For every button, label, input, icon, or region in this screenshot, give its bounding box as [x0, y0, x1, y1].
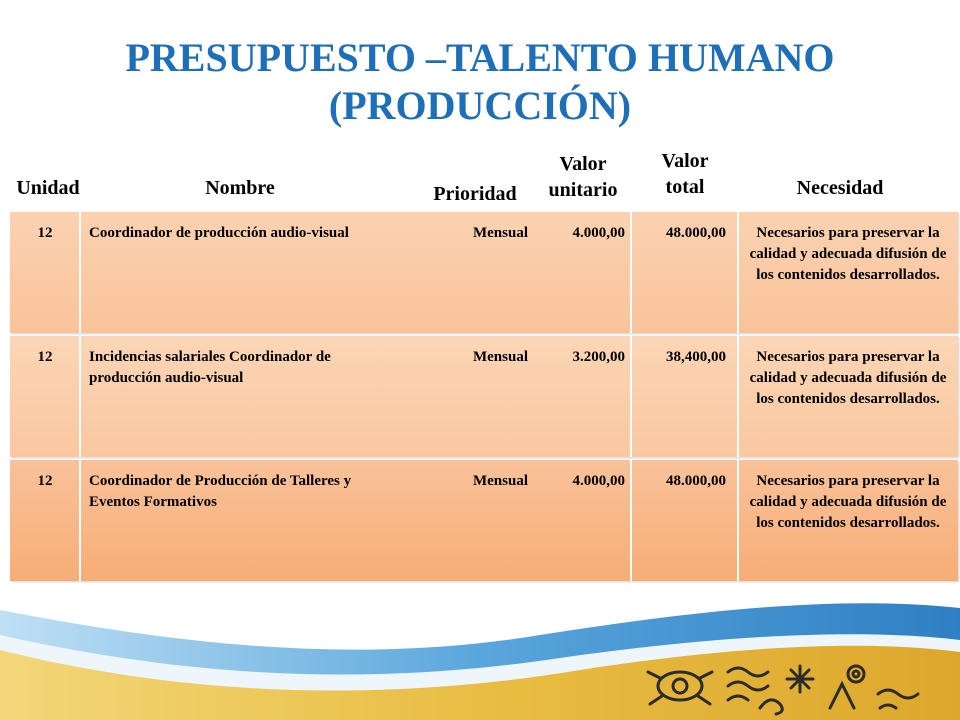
column-divider [737, 336, 739, 457]
cell-necesidad: Necesarios para preservar la calidad y adecuada difusión de los contenidos desarrollados. [749, 225, 947, 283]
cell-prioridad: Mensual [472, 225, 528, 241]
budget-table [10, 212, 958, 580]
header-valor-total-line2: total [665, 176, 705, 198]
column-divider [737, 460, 739, 581]
cell-valor-unitario: 4.000,00 [572, 473, 625, 489]
column-divider [737, 212, 739, 333]
cell-valor-total: 38,400,00 [666, 349, 726, 365]
cell-valor-unitario: 4.000,00 [572, 225, 625, 241]
table-row [10, 336, 958, 457]
title-line-2: (PRODUCCIÓN) [328, 83, 632, 128]
cell-necesidad: Necesarios para preservar la calidad y adecuada difusión de los contenidos desarrollados. [749, 349, 947, 407]
header-valor-unitario [528, 151, 638, 203]
cell-unidad: 12 [37, 349, 53, 365]
page-title [0, 34, 960, 130]
cell-unidad: 12 [37, 473, 53, 489]
header-valor-unitario-line1: Valor [559, 153, 607, 175]
header-valor-total [630, 148, 740, 200]
column-divider [79, 212, 81, 333]
cell-necesidad: Necesarios para preservar la calidad y adecuada difusión de los contenidos desarrollados. [749, 473, 947, 531]
header-prioridad: Prioridad [433, 183, 517, 205]
header-necesidad: Necesidad [796, 177, 884, 199]
header-nombre: Nombre [205, 177, 275, 199]
title-line-1: PRESUPUESTO –TALENTO HUMANO [125, 35, 835, 80]
cell-valor-total: 48.000,00 [666, 473, 726, 489]
table-row [10, 212, 958, 333]
column-divider [630, 212, 632, 333]
column-divider [630, 336, 632, 457]
column-divider [79, 460, 81, 581]
table-row [10, 460, 958, 581]
cell-prioridad: Mensual [472, 349, 528, 365]
cell-valor-total: 48.000,00 [666, 225, 726, 241]
column-divider [630, 460, 632, 581]
cell-nombre: Coordinador de producción audio-visual [89, 225, 349, 241]
header-unidad: Unidad [16, 177, 80, 199]
cell-valor-unitario: 3.200,00 [572, 349, 625, 365]
wave-decoration [0, 590, 960, 720]
cell-nombre: Coordinador de Producción de Talleres y Eventos Formativos [89, 473, 352, 510]
column-divider [79, 336, 81, 457]
cell-nombre: Incidencias salariales Coordinador de producción audio-visual [89, 349, 331, 386]
cell-unidad: 12 [37, 225, 53, 241]
header-valor-unitario-line2: unitario [548, 179, 618, 201]
cell-prioridad: Mensual [472, 473, 528, 489]
header-valor-total-line1: Valor [661, 150, 709, 172]
